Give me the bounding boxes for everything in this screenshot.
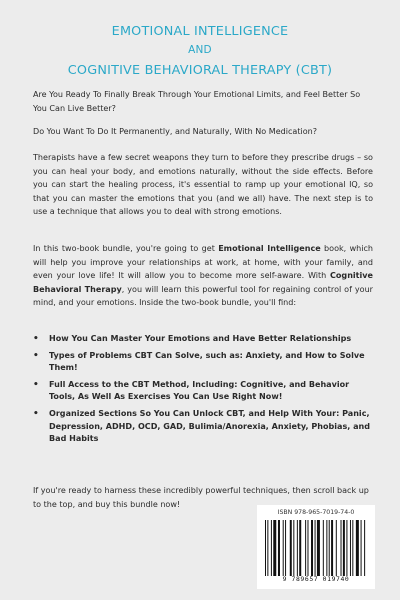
isbn-barcode-block: [257, 505, 375, 589]
list-item: [33, 350, 375, 375]
list-item: [33, 333, 375, 346]
barcode-bar: [341, 520, 342, 576]
barcode-bar: [350, 520, 351, 576]
barcode-bar: [299, 520, 301, 576]
barcode-bar: [361, 520, 362, 576]
title-line-2: AND: [188, 44, 212, 56]
barcode-bar: [290, 520, 292, 576]
bundle-paragraph: [33, 242, 373, 310]
barcode-bar: [343, 520, 345, 576]
barcode-bar: [315, 520, 316, 576]
barcode-bar: [356, 520, 359, 576]
barcode-bar: [278, 520, 280, 576]
barcode-bar: [346, 520, 347, 576]
barcode-bar: [267, 520, 268, 576]
bullet-icon: •: [33, 334, 39, 344]
isbn-label: ISBN 978-965-7019-74-0: [277, 509, 355, 516]
title-line-3: COGNITIVE BEHAVIORAL THERAPY (CBT): [67, 63, 333, 78]
barcode-bar: [323, 520, 324, 576]
list-item: [33, 379, 375, 404]
barcode-bar: [329, 520, 330, 576]
closing-paragraph: If you're ready to harness these incredibly powerful techniques, then scroll back up to the top, and buy this bundle now!: [33, 486, 369, 509]
bundle-text-c: book, which will help you improve your relationships at work, at home, with your family, and even your love life! It will allow you to become more self-aware. With: [33, 244, 374, 280]
bundle-text-a: In this two-book bundle, you're going to get: [33, 244, 219, 253]
bullet-text: How You Can Master Your Emotions and Have Better Relationships: [49, 334, 352, 343]
bullet-icon: •: [33, 379, 39, 390]
title-line-1: EMOTIONAL INTELLIGENCE: [111, 24, 289, 39]
intro-question-1: Are You Ready To Finally Break Through Your Emotional Limits, and Feel Better So You Can Live Better?: [33, 90, 361, 113]
barcode-bar: [317, 520, 320, 576]
bullet-text: Full Access to the CBT Method, Including: Cognitive, and Behavior Tools, As Well As Exercises You Can Use Right Now!: [49, 379, 350, 402]
barcode-bar: [352, 520, 353, 576]
barcode-bar: [326, 520, 327, 576]
barcode-bar: [273, 520, 276, 576]
barcode-bar: [305, 520, 306, 576]
bullet-text: Types of Problems CBT Can Solve, such as: Anxiety, and How to Solve Them!: [49, 350, 365, 373]
bullet-text: Organized Sections So You Can Unlock CBT, and Help With Your: Panic, Depression, ADHD, OCD, GAD, Bulimia/Anorexia, Anxiety, Phobias, and Bad Habits: [49, 408, 371, 444]
bullet-icon: •: [33, 350, 39, 361]
bundle-text-e: , you will learn this powerful tool for regaining control of your mind, and your emotions. Inside the two-book bundle, you'll find:: [33, 284, 373, 307]
feature-list: [33, 333, 375, 450]
barcode-digits: 9 789657 019740: [282, 575, 350, 583]
book-title-ei: Emotional Intelligence: [218, 244, 321, 253]
barcode-bar: [297, 520, 298, 576]
barcode-bar: [293, 520, 294, 576]
list-item: [33, 408, 375, 446]
barcode-icon: [265, 520, 367, 576]
barcode-bar: [336, 520, 337, 576]
barcode-bar: [283, 520, 284, 576]
intro-question-2: Do You Want To Do It Permanently, and Naturally, With No Medication?: [33, 127, 318, 136]
bullet-icon: •: [33, 408, 39, 419]
barcode-bar: [311, 520, 313, 576]
barcode-bar: [331, 520, 333, 576]
barcode-bar: [285, 520, 286, 576]
barcode-bar: [271, 520, 272, 576]
barcode-bar: [265, 520, 266, 576]
book-title-cbt: Cognitive Behavioral Therapy: [33, 271, 373, 294]
barcode-bar: [307, 520, 308, 576]
therapists-paragraph: Therapists have a few secret weapons they turn to before they prescribe drugs – so you can heal your body, and emotions naturally, without the side effects. Before you can start the healing process, it's essential to ramp up your emotional IQ, so that you can master the emotions that you (and we all) have. The next step is to use a technique that allows you to deal with strong emotions.: [33, 153, 373, 216]
barcode-bar: [364, 520, 365, 576]
